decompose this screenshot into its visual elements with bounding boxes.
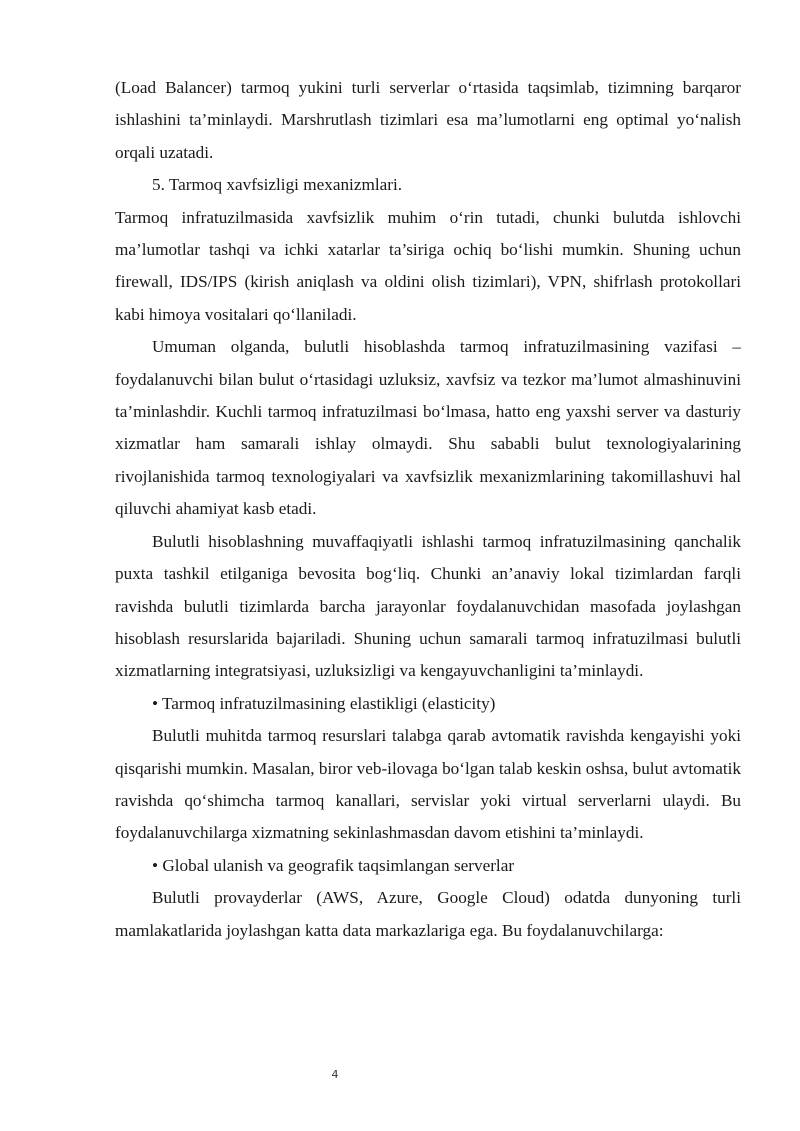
- paragraph-summary: Umuman olganda, bulutli hisoblashda tarmoq infratuzilmasining vazifasi – foydalanuvchi bilan bulut o‘rtasidagi uzluksiz, xavfsiz va tezkor ma’lumot almashinuvini ta’minlashdir. Kuchli tarmoq infratuzilmasi bo‘lmasa, hatto eng yaxshi server va dasturiy xizmatlar ham samarali ishlay olmaydi. Shu sababli bulut texnologiyalarining rivojlanishida tarmoq texnologiyalari va xavfsizlik mexanizmlarining takomillashuvi hal qiluvchi ahamiyat kasb etadi.: [115, 337, 741, 519]
- bullet-heading-global-connectivity: • Global ulanish va geografik taqsimlangan serverlar: [152, 855, 515, 875]
- section-heading-network-security: 5. Tarmoq xavfsizligi mexanizmlari.: [152, 175, 403, 195]
- paragraph-cloud-providers: Bulutli provayderlar (AWS, Azure, Google Cloud) odatda dunyoning turli mamlakatlarida joylashgan katta data markazlariga ega. Bu foydalanuvchilarga:: [115, 888, 741, 940]
- paragraph-load-balancer: (Load Balancer) tarmoq yukini turli serverlar o‘rtasida taqsimlab, tizimning barqaror ishlashini ta’minlaydi. Marshrutlash tizimlari esa ma’lumotlarni eng optimal yo‘nalish orqali uzatadi.: [115, 78, 741, 162]
- bullet-heading-elasticity: • Tarmoq infratuzilmasining elastikligi (elasticity): [152, 693, 496, 713]
- paragraph-security-tools: Tarmoq infratuzilmasida xavfsizlik muhim o‘rin tutadi, chunki bulutda ishlovchi ma’lumotlar tashqi va ichki xatarlar ta’siriga ochiq bo‘lishi mumkin. Shuning uchun firewall, IDS/IPS (kirish aniqlash va oldini olish tizimlari), VPN, shifrlash protokollari kabi himoya vositalari qo‘llaniladi.: [115, 207, 741, 324]
- page-number: 4: [331, 1068, 339, 1081]
- paragraph-cloud-success: Bulutli hisoblashning muvaffaqiyatli ishlashi tarmoq infratuzilmasining qanchalik puxta tashkil etilganiga bevosita bog‘liq. Chunki an’anaviy lokal tizimlardan farqli ravishda bulutli tizimlarda barcha jarayonlar foydalanuvchidan masofada joylashgan hisoblash resurslarida bajariladi. Shuning uchun samarali tarmoq infratuzilmasi bulutli xizmatlarning integratsiyasi, uzluksizligi va kengayuvchanligini ta’minlaydi.: [115, 531, 741, 681]
- document-page: [115, 72, 741, 947]
- paragraph-elasticity: Bulutli muhitda tarmoq resurslari talabga qarab avtomatik ravishda kengayishi yoki qisqarishi mumkin. Masalan, biror veb-ilovaga bo‘lgan talab keskin oshsa, bulut avtomatik ravishda qo‘shimcha tarmoq kanallari, servislar yoki virtual serverlarni ulaydi. Bu foydalanuvchilarga xizmatning sekinlashmasdan davom etishini ta’minlaydi.: [115, 726, 741, 843]
